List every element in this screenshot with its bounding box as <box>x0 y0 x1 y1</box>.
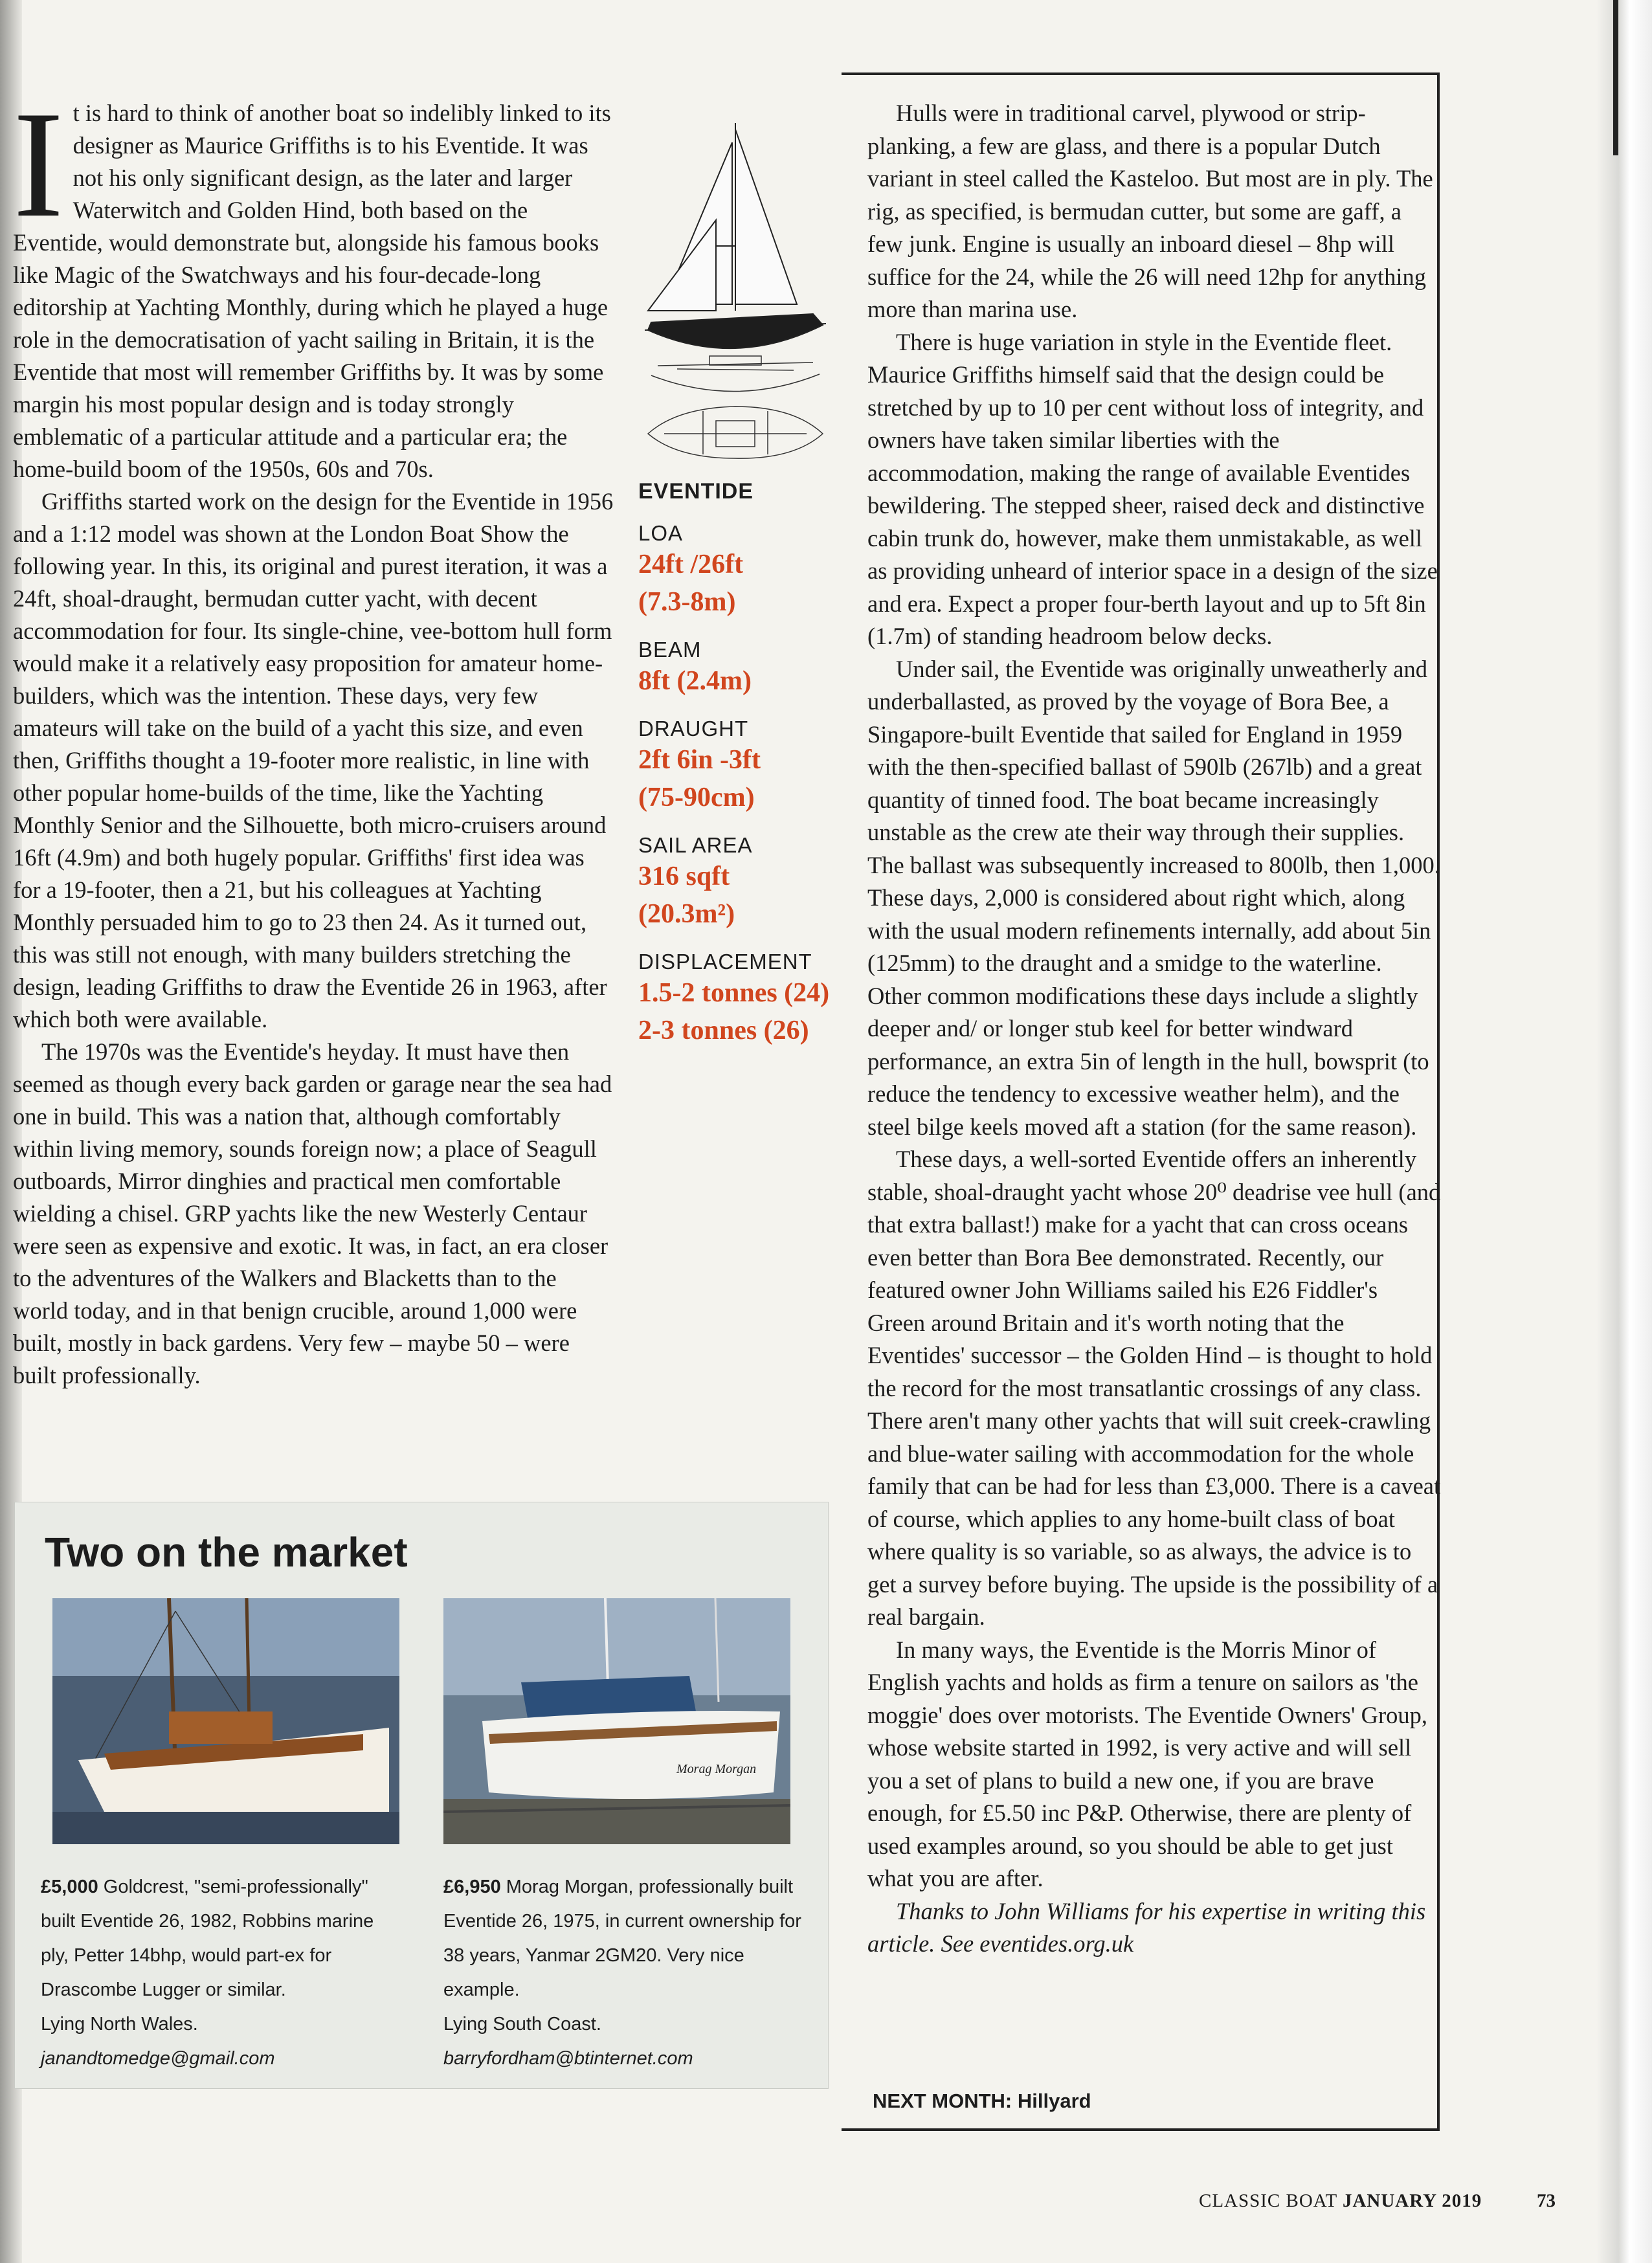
listing-goldcrest <box>41 1870 403 2076</box>
article-paragraph: These days, a well-sorted Eventide offers an inherently stable, shoal-draught yacht whose 20⁰ deadrise vee hull (and that extra ballast!) make for a yacht that can cross oceans even better than Bora Bee demonstrated. Recently, our featured owner John Williams sailed his E26 Fiddler's Green around Britain and it's worth noting that the Eventides' successor – the Golden Hind – is thought to hold the record for the most transatlantic crossings of any class. There aren't many other yachts that will suit creek-crawling and blue-water sailing with accommodation for the whole family that can be had for less than £3,000. There is a caveat of course, which applies to any home-built class of boat where quality is so variable, so as always, the advice is to get a survey before buying. The upside is the possibility of a real bargain. <box>867 1146 1441 1630</box>
spec-label-sail-area: SAIL AREA <box>638 833 753 857</box>
listing-price: £6,950 <box>443 1877 501 1897</box>
next-month-teaser: NEXT MONTH: Hillyard <box>873 2090 1091 2112</box>
market-title: Two on the market <box>45 1529 408 1576</box>
listing-description: Goldcrest, "semi-professionally" built Eventide 26, 1982, Robbins marine ply, Petter 14bhp, would part-ex for Drascombe Lugger or similar. <box>41 1877 374 2000</box>
page-footer <box>1199 2191 1482 2212</box>
article-credit: Thanks to John Williams for his expertise in writing this article. See eventides.org.uk <box>867 1897 1426 1957</box>
spec-title: EVENTIDE <box>638 479 754 504</box>
page-number: 73 <box>1537 2191 1556 2211</box>
spec-item <box>638 638 852 700</box>
article-paragraph: Griffiths started work on the design for the Eventide in 1956 and a 1:12 model was shown at the London Boat Show the following year. In this, its original and purest iteration, it was a 24ft, shoal-draught, bermudan cutter yacht, with decent accommodation for four. Its single-chine, vee-bottom hull form would make it a relatively easy proposition for amateur home-builders, which was the intention. These days, very few amateurs will take on the build of a yacht this size, and even then, Griffiths thought a 19-footer more realistic, in line with other popular home-builds of the time, like the Yachting Monthly Senior and the Silhouette, both micro-cruisers around 16ft (4.9m) and both hugely popular. Griffiths' first idea was for a 19-footer, then a 21, but his colleagues at Yachting Monthly persuaded him to go to 23 then 24. As it turned out, this was still not enough, with many builders stretching the design, leading Griffiths to draw the Eventide 26 in 1963, after which both were available. <box>13 488 614 1032</box>
page-edge <box>1596 0 1652 2263</box>
spec-label-displacement: DISPLACEMENT <box>638 950 812 974</box>
frame-bottom-rule <box>842 2128 1440 2131</box>
spec-value-displacement: 1.5-2 tonnes (24) 2-3 tonnes (26) <box>638 978 830 1045</box>
spec-panel <box>638 117 852 1049</box>
spec-item <box>638 950 852 1049</box>
spec-value-draught: 2ft 6in -3ft (75-90cm) <box>638 745 761 812</box>
listing-description: Morag Morgan, professionally built Eventide 26, 1975, in current ownership for 38 years, Yanmar 2GM20. Very nice example. <box>443 1877 801 2000</box>
magazine-name: CLASSIC BOAT <box>1199 2191 1337 2211</box>
morag-morgan-photo <box>443 1598 790 1844</box>
spec-item <box>638 833 852 933</box>
goldcrest-photo <box>52 1598 399 1844</box>
spec-value-beam: 8ft (2.4m) <box>638 666 752 696</box>
listing-price: £5,000 <box>41 1877 98 1897</box>
frame-top-rule <box>842 72 1440 75</box>
eventide-plans-drawing <box>638 117 832 460</box>
issue-date: JANUARY 2019 <box>1342 2191 1482 2211</box>
listing-location: Lying North Wales. <box>41 2014 198 2034</box>
spec-item <box>638 521 852 621</box>
article-paragraph: It is hard to think of another boat so indelibly linked to its designer as Maurice Griffiths is to his Eventide. It was not his only significant design, as the later and larger Waterwitch and Golden Hind, both based on the Eventide, would demonstrate but, alongside his famous books like Magic of the Swatchways and his four-decade-long editorship at Yachting Monthly, during which he played a huge role in the democratisation of yacht sailing in Britain, it is the Eventide that most will remember Griffiths by. It was by some margin his most popular design and is today strongly emblematic of a particular attitude and a particular era; the home-build boom of the 1950s, 60s and 70s. <box>13 80 611 482</box>
article-paragraph: Under sail, the Eventide was originally unweatherly and underballasted, as proved by the voyage of Bora Bee, a Singapore-built Eventide that sailed for England in 1959 with the then-specified ballast of 590lb (267lb) and a great quantity of tinned food. The boat became increasingly unstable as the crew ate their way through their supplies. The ballast was subsequently increased to 800lb, then 1,000. These days, 2,000 is considered about right which, along with the usual modern refinements internally, add about 5in (125mm) to the draught and a smidge to the waterline. Other common modifications these days include a slightly deeper and/ or longer stub keel for better windward performance, an extra 5in of length in the hull, bowsprit (to reduce the tendency to excessive weather helm), and the steel bilge keels moved aft a station (for the same reason). <box>867 655 1440 1140</box>
spec-label-draught: DRAUGHT <box>638 717 749 741</box>
hull-name-label: Morag Morgan <box>676 1762 757 1776</box>
spec-label-loa: LOA <box>638 521 684 545</box>
two-on-the-market-box <box>14 1502 829 2089</box>
sail-plan-icon <box>645 123 826 348</box>
article-paragraph: There is huge variation in style in the Eventide fleet. Maurice Griffiths himself said that the design could be stretched by up to 10 per cent without loss of integrity, and owners have taken similar liberties with the accommodation, making the range of available Eventides bewildering. The stepped sheer, raised deck and distinctive cabin trunk do, however, make them unmistakable, as well as providing unheard of interior space in a design of the size and era. Expect a proper four-berth layout and up to 5ft 8in (1.7m) of standing headroom below decks. <box>867 328 1438 649</box>
spec-item <box>638 717 852 816</box>
spec-value-sail-area: 316 sqft (20.3m²) <box>638 862 735 929</box>
article-right-column <box>867 97 1441 1961</box>
article-paragraph: The 1970s was the Eventide's heyday. It must have then seemed as though every back garden or garage near the sea had one in build. This was a nation that, although comfortably within living memory, sounds foreign now; a place of Seagull outboards, Mirror dinghies and practical men comfortable wielding a chisel. GRP yachts like the new Westerly Centaur were seen as expensive and exotic. It was, in fact, an era closer to the adventures of the Walkers and Blacketts than to the world today, and in that benign crucible, around 1,000 were built, mostly in back gardens. Very few – maybe 50 – were built professionally. <box>13 1038 612 1388</box>
spec-value-loa: 24ft /26ft (7.3-8m) <box>638 550 744 617</box>
listing-email[interactable]: barryfordham@btinternet.com <box>443 2048 693 2069</box>
listing-morag-morgan <box>443 1870 806 2076</box>
listing-email[interactable]: janandtomedge@gmail.com <box>41 2048 275 2069</box>
hull-profile-icon <box>651 356 820 392</box>
article-left-column <box>13 80 615 1392</box>
article-paragraph: Hulls were in traditional carvel, plywood or strip-planking, a few are glass, and there is a popular Dutch variant in steel called the Kasteloo. But most are in ply. The rig, as specified, is bermudan cutter, but some are gaff, a few junk. Engine is usually an inboard diesel – 8hp will suffice for the 24, while the 26 will need 12hp for anything more than marina use. <box>867 100 1433 322</box>
article-paragraph: In many ways, the Eventide is the Morris Minor of English yachts and holds as firm a tenure on sailors as 'the moggie' does over motorists. The Eventide Owners' Group, whose website started in 1992, is very active and will sell you a set of plans to build a new one, if you are brave enough, for £5.50 inc P&P. Otherwise, there are plenty of used examples around, so you should be able to get just what you are after. <box>867 1636 1428 1891</box>
listing-location: Lying South Coast. <box>443 2014 601 2034</box>
drop-cap: I <box>13 80 64 249</box>
accommodation-plan-icon <box>648 407 823 458</box>
spec-label-beam: BEAM <box>638 638 702 662</box>
